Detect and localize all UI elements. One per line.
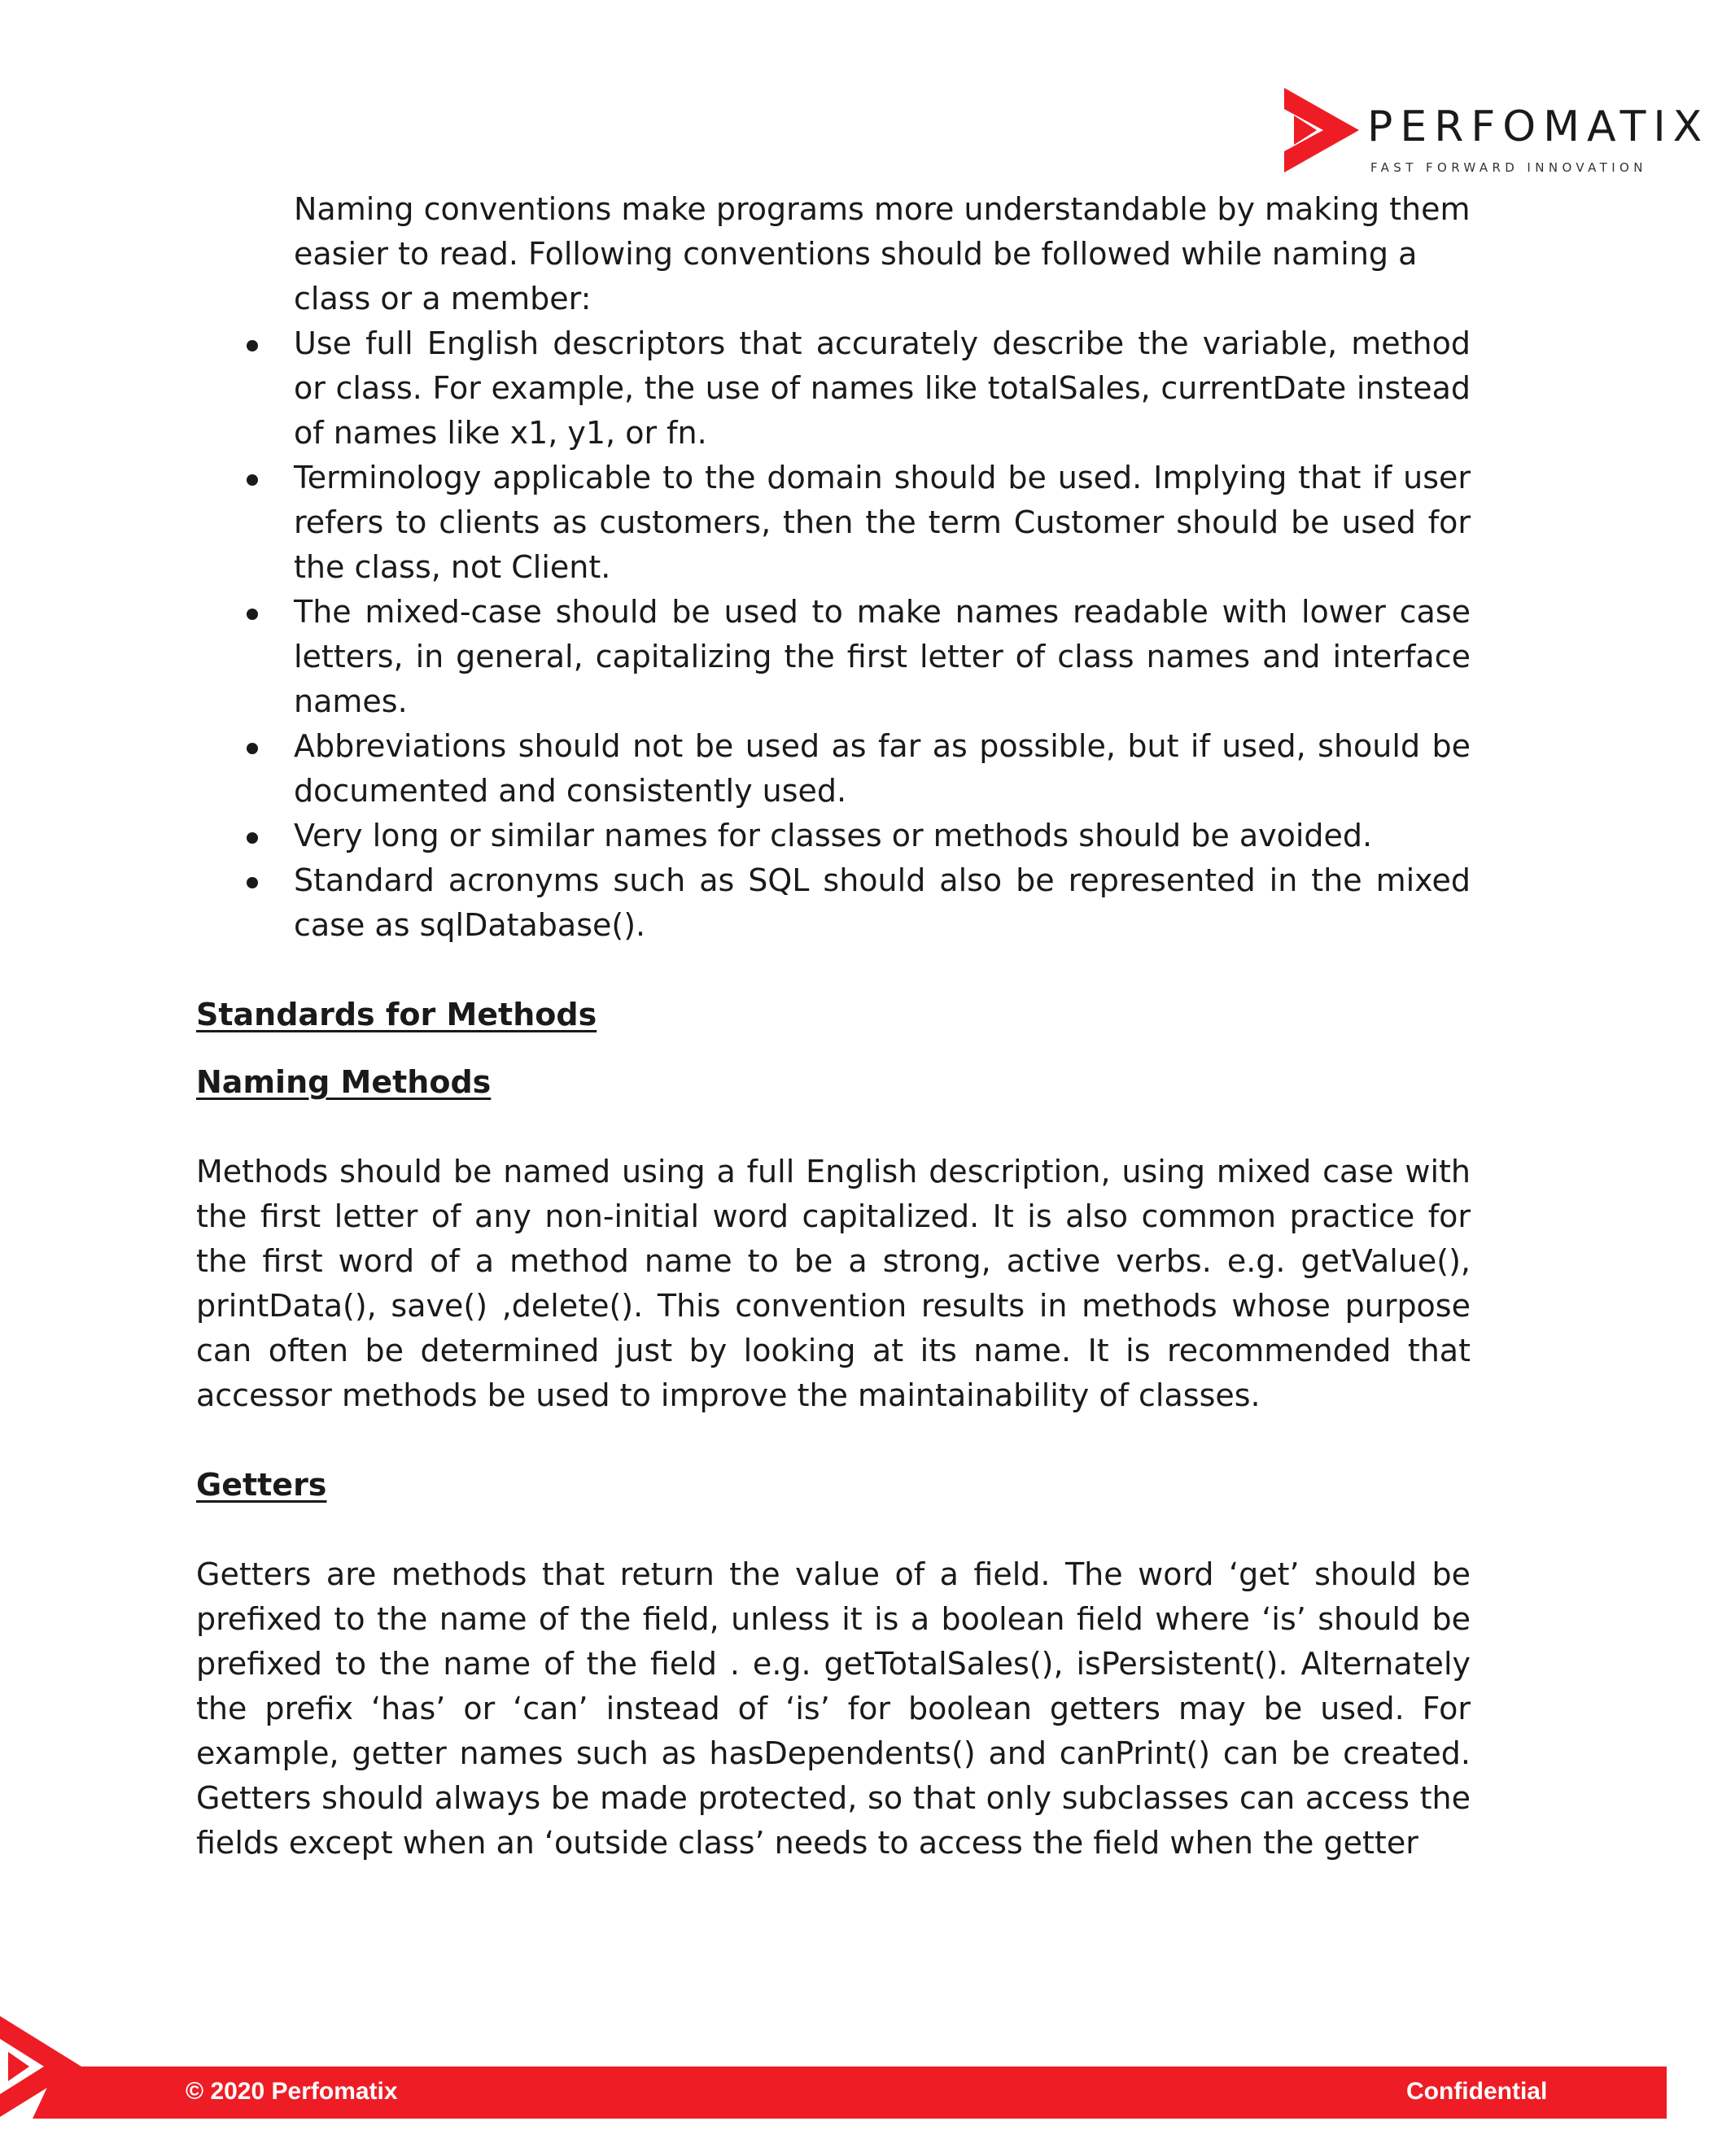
naming-methods-paragraph: Methods should be named using a full English description, using mixed case with the first letter of any non-initial word capitalized. It is also common practice for the first word of a method name to be a strong, active verbs. e.g. getValue(), printData(), save() ,delete(). This convention results in methods whose purpose can often be determined just by looking at its name. It is recommended that accessor methods be used to improve the maintainability of classes. [196,1154,1471,1413]
document-body [196,187,1471,1866]
bullet-icon [247,877,258,888]
bullet-icon [247,832,258,844]
list-item-text: Use full English descriptors that accurately describe the variable, method or class. For example, the use of names like totalSales, currentDate instead of names like x1, y1, or fn. [294,325,1471,451]
footer-copyright: © 2020 Perfomatix [186,2078,398,2105]
logo-tagline: FAST FORWARD INNOVATION [1370,160,1647,175]
list-item [196,456,1471,590]
intro-paragraph: Naming conventions make programs more understandable by making them easier to read. Following conventions should be followed while naming a class or a member: [294,191,1471,316]
getters-paragraph: Getters are methods that return the value of a field. The word ‘get’ should be prefixed to the name of the field, unless it is a boolean field where ‘is’ should be prefixed to the name of the field . e.g. getTotalSales(), isPersistent(). Alternately the prefix ‘has’ or ‘can’ instead of ‘is’ for boolean getters may be used. For example, getter names such as hasDependents() and canPrint() can be created. Getters should always be made protected, so that only subclasses can access the fields except when an ‘outside class’ needs to access the field when the getter [196,1556,1471,1861]
list-item-text: Standard acronyms such as SQL should also be represented in the mixed case as sqlDatabase(). [294,862,1471,943]
list-item-text: The mixed-case should be used to make names readable with lower case letters, in general, capitalizing the first letter of class names and interface names. [294,594,1471,719]
getters-heading: Getters [196,1467,327,1503]
list-item-text: Very long or similar names for classes or methods should be avoided. [294,818,1373,853]
list-item [196,321,1471,456]
logo-arrow-icon [1284,88,1359,172]
footer-banner [0,2016,1667,2122]
bullet-icon [247,340,258,351]
page-footer [0,2016,1667,2122]
list-item-text: Abbreviations should not be used as far as possible, but if used, should be documented and consistently used. [294,728,1471,809]
list-item [196,590,1471,724]
bullet-icon [247,609,258,620]
list-item-text: Terminology applicable to the domain should be used. Implying that if user refers to clients as customers, then the term Customer should be used for the class, not Client. [294,460,1471,585]
logo-brand-text: PERFOMATIX [1367,103,1709,151]
list-item [196,858,1471,948]
list-item [196,724,1471,814]
naming-rules-list [196,321,1471,948]
bullet-icon [247,474,258,486]
company-logo [1284,88,1709,177]
bullet-icon [247,743,258,754]
naming-methods-heading: Naming Methods [196,1064,492,1100]
footer-confidential: Confidential [1406,2078,1548,2105]
standards-for-methods-heading: Standards for Methods [196,997,597,1032]
list-item [196,814,1471,858]
